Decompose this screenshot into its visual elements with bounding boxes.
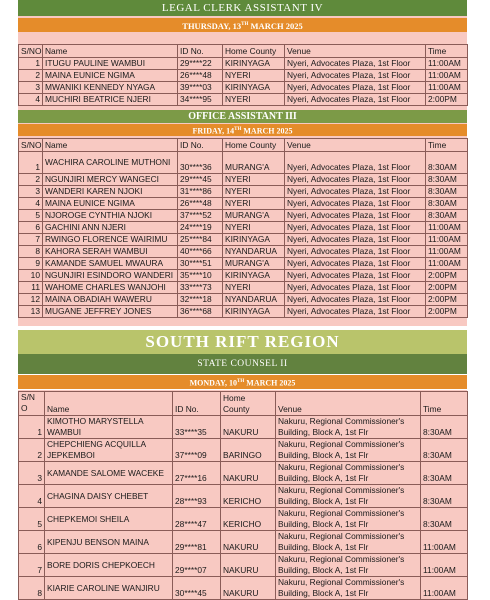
table-row <box>19 554 468 577</box>
cell-county: MURANG'A <box>223 258 285 270</box>
cell-sno: 2 <box>19 174 43 186</box>
legal-clerk-title: LEGAL CLERK ASSISTANT IV <box>18 0 467 16</box>
cell-name: CHEPKEMOI SHEILA <box>45 508 173 531</box>
cell-county: BARINGO <box>221 439 276 462</box>
cell-county: NYERI <box>223 94 285 106</box>
cell-id: 29****22 <box>178 58 223 70</box>
cell-id: 30****51 <box>178 258 223 270</box>
cell-county: KIRINYAGA <box>223 234 285 246</box>
cell-county: KIRINYAGA <box>223 82 285 94</box>
table-header-row <box>19 392 468 416</box>
cell-county: KIRINYAGA <box>223 306 285 318</box>
cell-sno: 7 <box>19 234 43 246</box>
cell-time: 2:00PM <box>426 270 468 282</box>
cell-id: 29****45 <box>178 174 223 186</box>
cell-time: 11:00AM <box>421 577 468 600</box>
col-header-venue: Venue <box>285 139 426 152</box>
cell-id: 29****07 <box>173 554 221 577</box>
cell-sno: 3 <box>19 186 43 198</box>
table-row <box>19 94 468 106</box>
cell-time: 8:30AM <box>421 439 468 462</box>
cell-name: CHAGINA DAISY CHEBET <box>45 485 173 508</box>
cell-name: KAMANDE SALOME WACEKE <box>45 462 173 485</box>
cell-sno: 5 <box>19 210 43 222</box>
table-row <box>19 282 468 294</box>
cell-id: 29****81 <box>173 531 221 554</box>
cell-venue: Nyeri, Advocates Plaza, 1st Floor <box>285 222 426 234</box>
cell-id: 40****66 <box>178 246 223 258</box>
cell-id: 37****52 <box>178 210 223 222</box>
cell-county: NYERI <box>223 186 285 198</box>
cell-time: 11:00AM <box>426 234 468 246</box>
cell-time: 2:00PM <box>426 306 468 318</box>
legal-clerk-date: THURSDAY, 13TH MARCH 2025 <box>18 18 467 32</box>
cell-time: 8:30AM <box>426 198 468 210</box>
cell-sno: 13 <box>19 306 43 318</box>
cell-sno: 6 <box>19 531 45 554</box>
cell-time: 8:30AM <box>426 152 468 174</box>
col-header-time: Time <box>426 45 468 58</box>
cell-time: 8:30AM <box>426 186 468 198</box>
cell-venue: Nyeri, Advocates Plaza, 1st Floor <box>285 152 426 174</box>
table-row <box>19 82 468 94</box>
cell-name: KIARIE CAROLINE WANJIRU <box>45 577 173 600</box>
col-header-id: ID No. <box>178 139 223 152</box>
cell-venue: Nyeri, Advocates Plaza, 1st Floor <box>285 174 426 186</box>
cell-sno: 10 <box>19 270 43 282</box>
cell-name: WANDERI KAREN NJOKI <box>43 186 178 198</box>
col-header-name: Name <box>45 392 173 416</box>
cell-county: KERICHO <box>221 508 276 531</box>
cell-county: NYERI <box>223 282 285 294</box>
cell-id: 24****19 <box>178 222 223 234</box>
cell-name: KAHORA SERAH WAMBUI <box>43 246 178 258</box>
cell-sno: 3 <box>19 462 45 485</box>
col-header-id: ID No. <box>178 45 223 58</box>
cell-sno: 2 <box>19 70 43 82</box>
cell-county: KIRINYAGA <box>223 270 285 282</box>
cell-venue: Nakuru, Regional Commissioner's Building, Block A, 1st Flr <box>276 439 421 462</box>
office-assistant-table <box>18 138 468 318</box>
cell-id: 30****36 <box>178 152 223 174</box>
legal-clerk-table-wrap <box>18 44 467 106</box>
cell-county: NYERI <box>223 198 285 210</box>
cell-name: NGUNJIRI ESINDORO WANDERI <box>43 270 178 282</box>
cell-name: RWINGO FLORENCE WAIRIMU <box>43 234 178 246</box>
cell-venue: Nyeri, Advocates Plaza, 1st Floor <box>285 210 426 222</box>
cell-time: 2:00PM <box>426 282 468 294</box>
cell-sno: 4 <box>19 485 45 508</box>
cell-sno: 1 <box>19 58 43 70</box>
cell-name: MUGANE JEFFREY JONES <box>43 306 178 318</box>
cell-id: 28****47 <box>173 508 221 531</box>
state-counsel-date: MONDAY, 10TH MARCH 2025 <box>18 375 467 389</box>
cell-name: WAHOME CHARLES WANJOHI <box>43 282 178 294</box>
table-row <box>19 462 468 485</box>
cell-sno: 7 <box>19 554 45 577</box>
col-header-name: Name <box>43 45 178 58</box>
cell-id: 36****68 <box>178 306 223 318</box>
cell-id: 25****84 <box>178 234 223 246</box>
cell-id: 27****16 <box>173 462 221 485</box>
office-assistant-title: OFFICE ASSISTANT III <box>18 110 467 123</box>
state-counsel-table <box>18 391 468 600</box>
cell-time: 11:00AM <box>421 554 468 577</box>
cell-time: 11:00AM <box>426 70 468 82</box>
cell-county: NYERI <box>223 222 285 234</box>
cell-time: 8:30AM <box>421 462 468 485</box>
state-counsel-table-wrap <box>18 391 467 600</box>
cell-venue: Nyeri, Advocates Plaza, 1st Floor <box>285 294 426 306</box>
cell-name: NGUNJIRI MERCY WANGECI <box>43 174 178 186</box>
office-assistant-table-wrap <box>18 138 467 318</box>
cell-time: 8:30AM <box>421 416 468 439</box>
cell-venue: Nyeri, Advocates Plaza, 1st Floor <box>285 270 426 282</box>
cell-name: NJOROGE CYNTHIA NJOKI <box>43 210 178 222</box>
cell-sno: 8 <box>19 246 43 258</box>
cell-time: 8:30AM <box>421 508 468 531</box>
col-header-county: Home County <box>223 139 285 152</box>
cell-time: 8:30AM <box>421 485 468 508</box>
cell-sno: 9 <box>19 258 43 270</box>
cell-venue: Nyeri, Advocates Plaza, 1st Floor <box>285 306 426 318</box>
cell-id: 28****93 <box>173 485 221 508</box>
cell-time: 11:00AM <box>426 82 468 94</box>
cell-time: 11:00AM <box>426 258 468 270</box>
cell-county: NAKURU <box>221 462 276 485</box>
cell-id: 26****48 <box>178 70 223 82</box>
cell-county: NYANDARUA <box>223 294 285 306</box>
table-row <box>19 186 468 198</box>
table-row <box>19 70 468 82</box>
table-row <box>19 198 468 210</box>
table-row <box>19 234 468 246</box>
cell-id: 35****10 <box>178 270 223 282</box>
cell-venue: Nakuru, Regional Commissioner's Building, Block A, 1st Flr <box>276 577 421 600</box>
table-row <box>19 58 468 70</box>
table-row <box>19 508 468 531</box>
cell-name: MUCHIRI BEATRICE NJERI <box>43 94 178 106</box>
cell-county: KIRINYAGA <box>223 58 285 70</box>
cell-name: MAINA EUNICE NGIMA <box>43 198 178 210</box>
cell-venue: Nakuru, Regional Commissioner's Building, Block A, 1st Flr <box>276 462 421 485</box>
cell-county: MURANG'A <box>223 210 285 222</box>
table-row <box>19 306 468 318</box>
col-header-county: Home County <box>223 45 285 58</box>
cell-sno: 1 <box>19 416 45 439</box>
table-row <box>19 174 468 186</box>
col-header-id: ID No. <box>173 392 221 416</box>
cell-venue: Nakuru, Regional Commissioner's Building, Block A, 1st Flr <box>276 531 421 554</box>
cell-county: NYERI <box>223 174 285 186</box>
cell-time: 11:00AM <box>426 58 468 70</box>
cell-time: 11:00AM <box>421 531 468 554</box>
cell-name: MAINA EUNICE NGIMA <box>43 70 178 82</box>
state-counsel-title: STATE COUNSEL II <box>18 354 467 374</box>
cell-sno: 11 <box>19 282 43 294</box>
col-header-sno: S/N O <box>19 392 45 416</box>
cell-venue: Nakuru, Regional Commissioner's Building, Block A, 1st Flr <box>276 416 421 439</box>
cell-venue: Nyeri, Advocates Plaza, 1st Floor <box>285 82 426 94</box>
cell-name: KAMANDE SAMUEL MWAURA <box>43 258 178 270</box>
cell-county: NAKURU <box>221 531 276 554</box>
cell-county: KERICHO <box>221 485 276 508</box>
legal-clerk-table <box>18 44 468 106</box>
table-row <box>19 485 468 508</box>
cell-venue: Nyeri, Advocates Plaza, 1st Floor <box>285 94 426 106</box>
cell-county: NYERI <box>223 70 285 82</box>
region-title: SOUTH RIFT REGION <box>18 330 467 354</box>
cell-time: 2:00PM <box>426 94 468 106</box>
col-header-county: Home County <box>221 392 276 416</box>
cell-sno: 1 <box>19 152 43 174</box>
table-row <box>19 531 468 554</box>
cell-time: 8:30AM <box>426 210 468 222</box>
cell-venue: Nyeri, Advocates Plaza, 1st Floor <box>285 70 426 82</box>
table-row <box>19 258 468 270</box>
cell-name: MWANIKI KENNEDY NYAGA <box>43 82 178 94</box>
cell-name: GACHINI ANN NJERI <box>43 222 178 234</box>
cell-sno: 5 <box>19 508 45 531</box>
cell-time: 8:30AM <box>426 174 468 186</box>
cell-sno: 3 <box>19 82 43 94</box>
table-row <box>19 439 468 462</box>
col-header-venue: Venue <box>285 45 426 58</box>
col-header-sno: S/NO <box>19 139 43 152</box>
cell-id: 32****18 <box>178 294 223 306</box>
table-row <box>19 222 468 234</box>
cell-county: NYANDARUA <box>223 246 285 258</box>
table-row <box>19 294 468 306</box>
cell-name: ITUGU PAULINE WAMBUI <box>43 58 178 70</box>
cell-id: 37****09 <box>173 439 221 462</box>
cell-sno: 12 <box>19 294 43 306</box>
cell-id: 26****48 <box>178 198 223 210</box>
cell-sno: 4 <box>19 198 43 210</box>
cell-id: 33****35 <box>173 416 221 439</box>
table-row <box>19 210 468 222</box>
cell-sno: 2 <box>19 439 45 462</box>
cell-sno: 8 <box>19 577 45 600</box>
cell-venue: Nakuru, Regional Commissioner's Building, Block A, 1st Flr <box>276 554 421 577</box>
cell-county: NAKURU <box>221 554 276 577</box>
table-row <box>19 270 468 282</box>
col-header-time: Time <box>421 392 468 416</box>
cell-venue: Nyeri, Advocates Plaza, 1st Floor <box>285 234 426 246</box>
cell-county: NAKURU <box>221 416 276 439</box>
cell-name: KIMOTHO MARYSTELLA WAMBUI <box>45 416 173 439</box>
cell-venue: Nakuru, Regional Commissioner's Building, Block A, 1st Flr <box>276 485 421 508</box>
col-header-sno: S/NO <box>19 45 43 58</box>
table-header-row <box>19 139 468 152</box>
cell-venue: Nyeri, Advocates Plaza, 1st Floor <box>285 198 426 210</box>
cell-sno: 6 <box>19 222 43 234</box>
cell-id: 34****95 <box>178 94 223 106</box>
cell-time: 11:00AM <box>426 246 468 258</box>
cell-name: KIPENJU BENSON MAINA <box>45 531 173 554</box>
cell-venue: Nyeri, Advocates Plaza, 1st Floor <box>285 58 426 70</box>
table-row <box>19 152 468 174</box>
cell-venue: Nakuru, Regional Commissioner's Building, Block A, 1st Flr <box>276 508 421 531</box>
cell-name: MAINA OBADIAH WAWERU <box>43 294 178 306</box>
cell-name: CHEPCHIENG ACQUILLA JEPKEMBOI <box>45 439 173 462</box>
cell-county: NAKURU <box>221 577 276 600</box>
cell-county: MURANG'A <box>223 152 285 174</box>
cell-venue: Nyeri, Advocates Plaza, 1st Floor <box>285 246 426 258</box>
cell-name: BORE DORIS CHEPKOECH <box>45 554 173 577</box>
table-row <box>19 416 468 439</box>
cell-sno: 4 <box>19 94 43 106</box>
col-header-venue: Venue <box>276 392 421 416</box>
cell-id: 39****03 <box>178 82 223 94</box>
cell-venue: Nyeri, Advocates Plaza, 1st Floor <box>285 258 426 270</box>
cell-id: 31****86 <box>178 186 223 198</box>
cell-id: 30****45 <box>173 577 221 600</box>
cell-id: 33****73 <box>178 282 223 294</box>
cell-venue: Nyeri, Advocates Plaza, 1st Floor <box>285 186 426 198</box>
office-assistant-date: FRIDAY, 14TH MARCH 2025 <box>18 124 467 136</box>
cell-name: WACHIRA CAROLINE MUTHONI <box>43 152 178 174</box>
cell-time: 11:00AM <box>426 222 468 234</box>
col-header-time: Time <box>426 139 468 152</box>
table-header-row <box>19 45 468 58</box>
cell-time: 2:00PM <box>426 294 468 306</box>
table-row <box>19 577 468 600</box>
table-row <box>19 246 468 258</box>
col-header-name: Name <box>43 139 178 152</box>
cell-venue: Nyeri, Advocates Plaza, 1st Floor <box>285 282 426 294</box>
